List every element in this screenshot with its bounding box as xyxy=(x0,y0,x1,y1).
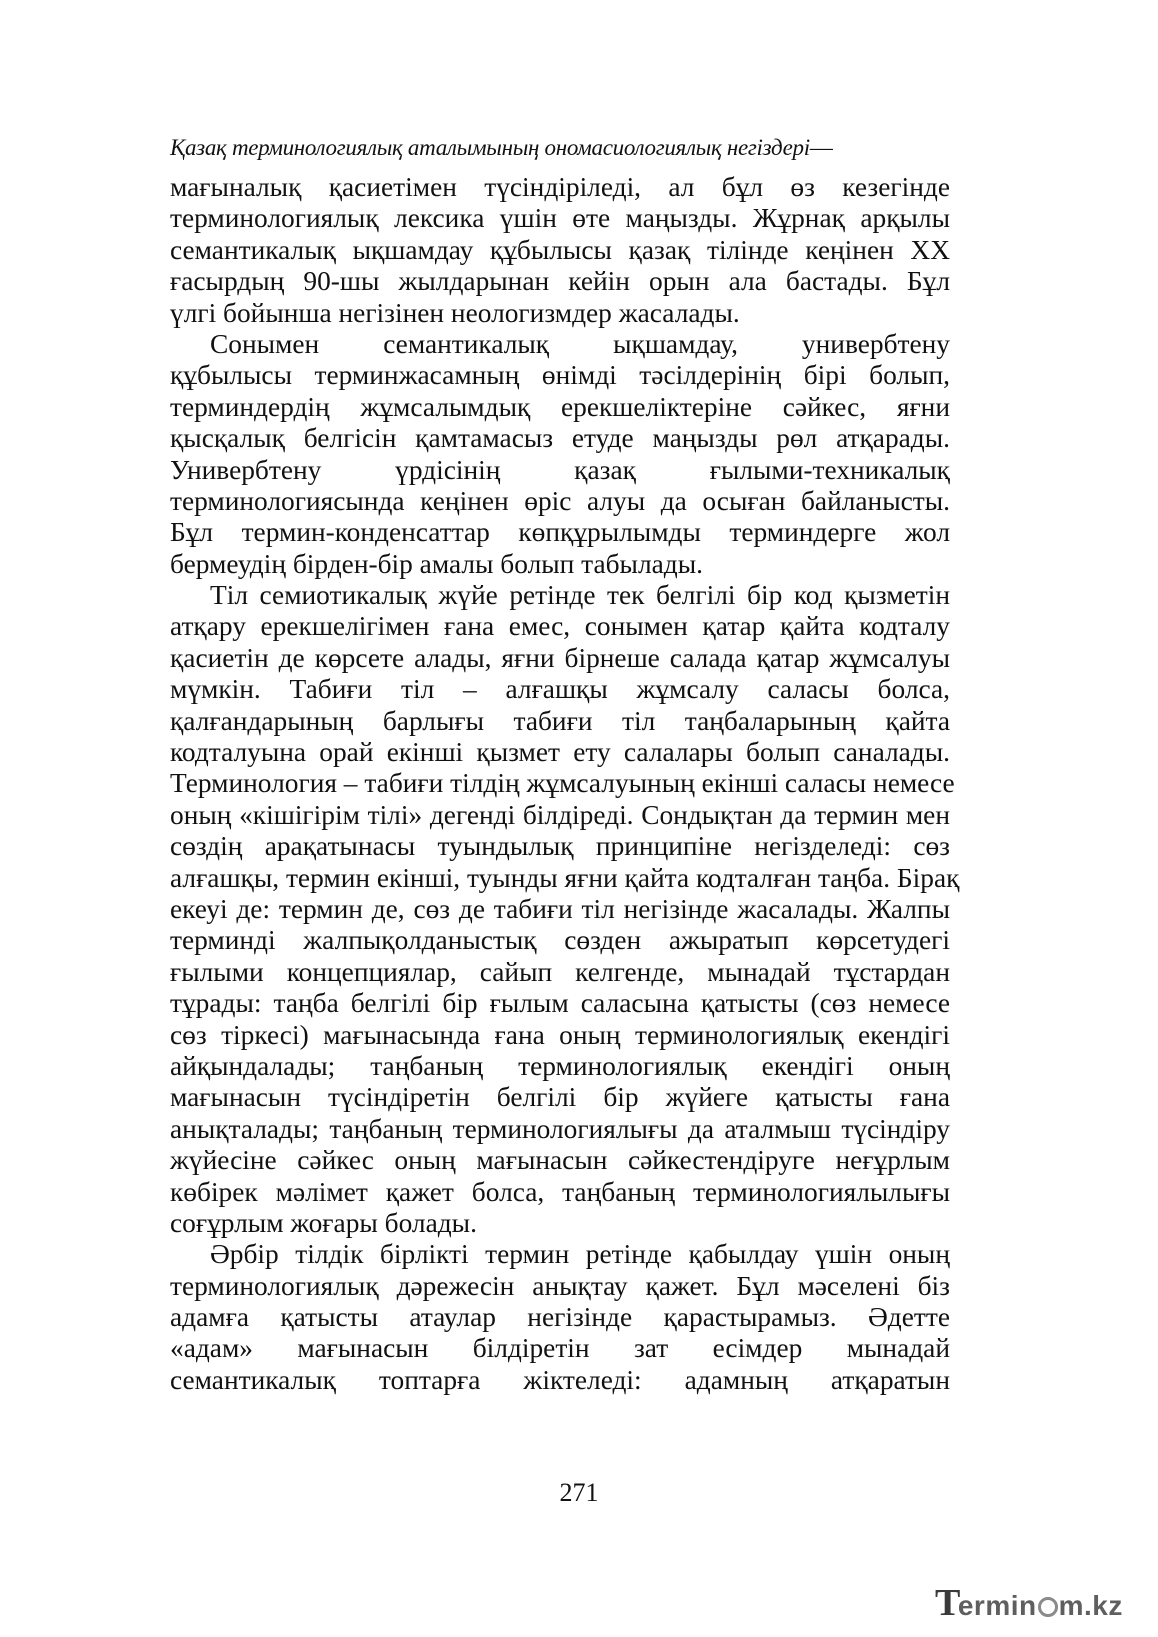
text-line: құбылысы терминжасамның өнімді тәсілдерінің бірі болып, xyxy=(170,360,950,391)
text-line: семантикалық ықшамдау құбылысы қазақ тілінде кеңінен ХХ xyxy=(170,234,950,265)
text-line: тұрады: таңба белгілі бір ғылым саласына қатысты (сөз немесе xyxy=(170,988,950,1019)
watermark-text-part2: m.kz xyxy=(1058,1590,1123,1621)
text-line: Сонымен семантикалық ықшамдау, универбтену xyxy=(210,328,950,359)
text-line: оның «кішігірім тілі» дегенді білдіреді. Сондықтан да термин мен xyxy=(170,799,950,830)
text-line: семантикалық топтарға жіктеледі: адамның атқаратын xyxy=(170,1364,950,1395)
text-line: Әрбір тілдік бірлікті термин ретінде қабылдау үшін оның xyxy=(210,1239,950,1270)
text-line: мүмкін. Табиғи тіл – алғашқы жұмсалу саласы болса, xyxy=(170,674,950,705)
text-line: адамға қатысты атаулар негізінде қарастырамыз. Әдетте xyxy=(170,1302,950,1333)
text-line: мағынасын түсіндіретін белгілі бір жүйеге қатысты ғана xyxy=(170,1082,950,1113)
text-line: айқындалады; таңбаның терминологиялық екендігі оның xyxy=(170,1050,950,1081)
running-head xyxy=(170,133,960,163)
text-line: сөздің арақатынасы туындылық принципіне негізделеді: сөз xyxy=(170,831,950,862)
watermark-t: T xyxy=(935,1582,961,1624)
text-line: «адам» мағынасын білдіретін зат есімдер мынадай xyxy=(170,1333,950,1364)
page-number: 271 xyxy=(559,1478,599,1507)
text-line: қысқалық белгісін қамтамасыз етуде маңызды рөл атқарады. xyxy=(170,423,950,454)
text-line: Тіл семиотикалық жүйе ретінде тек белгілі бір код қызметін xyxy=(210,580,950,611)
text-line: көбірек мәлімет қажет болса, таңбаның терминологиялылығы xyxy=(170,1176,950,1207)
text-line: қасиетін де көрсете алады, яғни бірнеше салада қатар жұмсалуы xyxy=(170,642,950,673)
text-line: атқару ерекшелігімен ғана емес, сонымен қатар қайта кодталу xyxy=(170,611,950,642)
text-line: Бұл термин-конденсаттар көпқұрылымды терминдерге жол xyxy=(170,517,950,548)
text-line: кодталуына орай екінші қызмет ету салалары болып саналады. xyxy=(170,737,950,768)
text-line: анықталады; таңбаның терминологиялығы да аталмыш түсіндіру xyxy=(170,1113,950,1144)
text-line: терминологиялық лексика үшін өте маңызды. Жұрнақ арқылы xyxy=(170,203,950,234)
text-line: мағыналық қасиетімен түсіндіріледі, ал бұл өз кезегінде xyxy=(170,172,950,202)
text-line: алғашқы, термин екінші, туынды яғни қайта кодталған таңба. Бірақ xyxy=(170,862,960,893)
text-line: соғұрлым жоғары болады. xyxy=(170,1207,477,1238)
text-line: қалғандарының барлығы табиғи тіл таңбаларының қайта xyxy=(170,705,950,736)
text-line: терминологиялық дәрежесін анықтау қажет. Бұл мәселені біз xyxy=(170,1270,950,1301)
text-line: терминді жалпықолданыстық сөзден ажыратып көрсетудегі xyxy=(170,925,950,956)
running-title-dash: — xyxy=(809,135,833,160)
text-line: терминдердің жұмсалымдық ерекшеліктеріне сәйкес, яғни xyxy=(170,391,950,422)
paragraph xyxy=(170,329,950,580)
text-line: терминологиясында кеңінен өріс алуы да осыған байланысты. xyxy=(170,485,950,516)
text-line: Терминология – табиғи тілдің жұмсалуының екінші саласы немесе xyxy=(170,768,955,799)
text-line: жүйесіне сәйкес оның мағынасын сәйкестендіруге неғұрлым xyxy=(170,1145,950,1176)
paragraph xyxy=(170,172,950,329)
text-line: ғылыми концепциялар, сайып келгенде, мынадай тұстардан xyxy=(170,956,950,987)
text-line: Универбтену үрдісінің қазақ ғылыми-техникалық xyxy=(170,454,950,485)
paragraph xyxy=(170,1239,950,1396)
watermark-text-part1: ermin xyxy=(957,1590,1037,1621)
watermark-o-icon xyxy=(1038,1597,1058,1617)
text-line: бермеудің бірден-бір амалы болып табылады. xyxy=(170,548,703,579)
text-line: екеуі де: термин де, сөз де табиғи тіл негізінде жасалады. Жалпы xyxy=(170,893,950,924)
text-line: үлгі бойынша негізінен неологизмдер жасалады. xyxy=(170,297,740,328)
text-line: сөз тіркесі) мағынасында ғана оның терминологиялық екендігі xyxy=(170,1019,950,1050)
running-title: Қазақ терминологиялық аталымының ономасиологиялық негіздері xyxy=(170,135,810,160)
body-text xyxy=(170,172,960,1396)
paragraph xyxy=(170,580,960,1239)
watermark-logo[interactable] xyxy=(935,1578,1123,1622)
text-line: ғасырдың 90-шы жылдарынан кейін орын ала бастады. Бұл xyxy=(170,266,950,297)
